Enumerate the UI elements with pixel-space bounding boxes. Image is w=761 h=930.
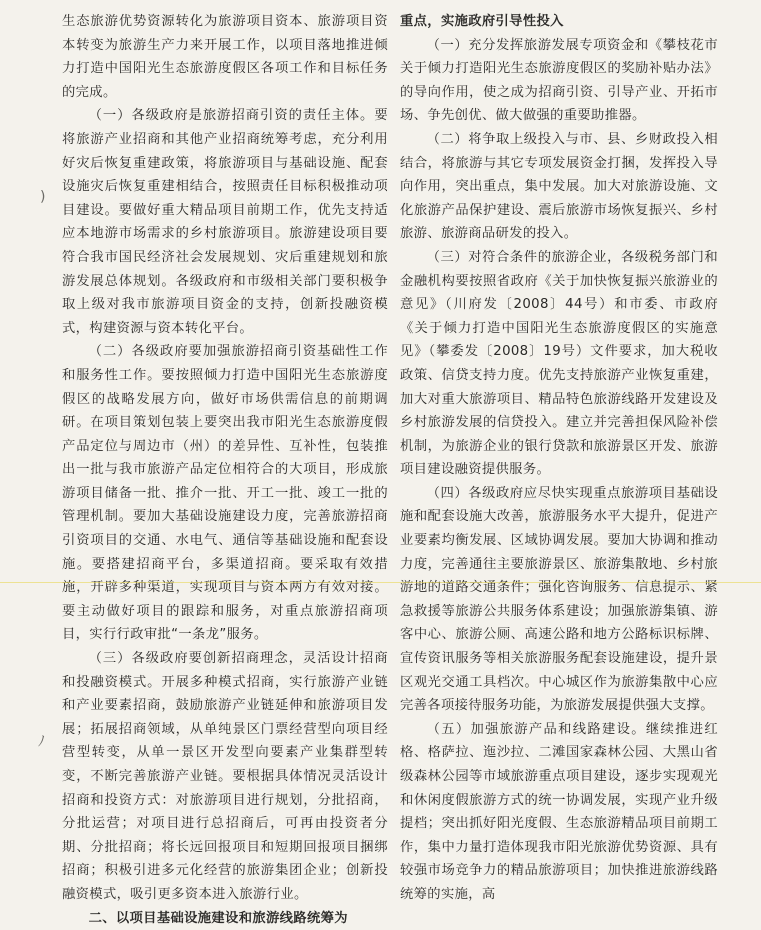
- margin-pen-mark: ): [40, 189, 46, 205]
- paragraph-intro-continued: 生态旅游优势资源转化为旅游项目资本、旅游项目资本转变为旅游生产力来开展工作，以项目落地推进倾力打造中国阳光生态旅游度假区各项工作和目标任务的完成。: [62, 14, 388, 100]
- right-column: [400, 10, 718, 907]
- paragraph-item-3: （三）各级政府要创新招商理念，灵活设计招商和投融资模式。开展多种模式招商，实行旅游产业链和产业要素招商，鼓励旅游产业链延伸和旅游项目发展；拓展招商领域，从单纯景区门票经营型向项目经营型转变，从单一景区开发型向要素产业集群型转变，不断完善旅游产业链。要根据具体情况灵活设计招商和投资方式：对旅游项目进行规划，分批招商，分批运营；对项目进行总招商后，可再由投资者分期、分批招商；将长远回报项目和短期回报项目捆绑招商；积极引进多元化经营的旅游集团企业；创新投融资模式，吸引更多资本进入旅游行业。: [62, 651, 388, 902]
- paragraph-item-5: （五）加强旅游产品和线路建设。继续推进红格、格萨拉、迤沙拉、二滩国家森林公园、大黑山省级森林公园等市域旅游重点项目建设，逐步实现观光和休闲度假旅游方式的统一协调发展，实现产业升级提档；突出抓好阳光度假、生态旅游精品项目前期工作，集中力量打造体现我市阳光旅游优势资源、具有较强市场竞争力的精品旅游项目；加快推进旅游线路统筹的实施，高: [400, 721, 718, 902]
- margin-pen-mark: ﾉ: [38, 734, 45, 750]
- paragraph-item-4: （四）各级政府应尽快实现重点旅游项目基础设施和配套设施大改善，旅游服务水平大提升，促进产业要素均衡发展、区域协调发展。要加大协调和推动力度，完善通往主要旅游景区、旅游集散地、乡村旅游地的道路交通条件；强化咨询服务、信息提示、紧急救援等旅游公共服务体系建设；加强旅游集镇、游客中心、旅游公厕、高速公路和地方公路标识标牌、宣传资讯服务等相关旅游服务配套设施建设，提升景区观光交通工具档次。中心城区作为旅游集散中心应完善各项接待服务功能，为旅游发展提供强大支撑。: [400, 485, 718, 714]
- paragraph-item-1: （一）充分发挥旅游发展专项资金和《攀枝花市关于倾力打造阳光生态旅游度假区的奖励补贴办法》的导向作用，使之成为招商引资、引导产业、开拓市场、争先创优、做大做强的重要助推器。: [400, 37, 718, 124]
- left-column: [62, 10, 388, 930]
- section-heading-2-continued: 重点，实施政府引导性投入: [400, 14, 564, 29]
- highlighter-mark: [0, 582, 761, 583]
- paragraph-item-1: （一）各级政府是旅游招商引资的责任主体。要将旅游产业招商和其他产业招商统筹考虑，充分利用好灾后恢复重建政策，将旅游项目与基础设施、配套设施灾后恢复重建相结合，按照责任目标积极推动项目建设。要做好重大精品项目前期工作，优先支持适应本地游市场需求的乡村旅游项目。旅游建设项目要符合我市国民经济社会发展规划、灾后重建规划和旅游发展总体规划。各级政府和市级相关部门要积极争取上级对我市旅游项目资金的支持，创新投融资模式，构建资源与资本转化平台。: [62, 108, 388, 336]
- paragraph-item-3: （三）对符合条件的旅游企业，各级税务部门和金融机构要按照省政府《关于加快恢复振兴旅游业的意见》（川府发〔2008〕44号）和市委、市政府《关于倾力打造中国阳光生态旅游度假区的实施意见》（攀委发〔2008〕19号）文件要求，加大税收政策、信贷支持力度。优先支持旅游产业恢复重建，加大对重大旅游项目、精品特色旅游线路开发建设及乡村旅游发展的信贷投入。建立并完善担保风险补偿机制，为旅游企业的银行贷款和旅游景区开发、旅游项目建设融资提供服务。: [400, 249, 718, 478]
- paragraph-item-2: （二）各级政府要加强旅游招商引资基础性工作和服务性工作。要按照倾力打造中国阳光生态旅游度假区的战略发展方向，做好市场供需信息的前期调研。在项目策划包装上要突出我市阳光生态旅游度假产品定位与周边市（州）的差异性、互补性，包装推出一批与我市旅游产品定位相符合的大项目，形成旅游项目储备一批、推介一批、开工一批、竣工一批的管理机制。要加大基础设施建设力度，完善旅游招商引资项目的交通、水电气、通信等基础设施和配套设施。要搭建招商平台，多渠道招商。要采取有效措施，开辟多种渠道，实现项目与资本两方有效对接。要主动做好项目的跟踪和服务，对重点旅游招商项目，实行行政审批“一条龙”服务。: [62, 344, 388, 643]
- paragraph-item-2: （二）将争取上级投入与市、县、乡财政投入相结合，将旅游与其它专项发展资金打捆，发挥投入导向作用，突出重点，集中发展。加大对旅游设施、文化旅游产品保护建设、震后旅游市场恢复振兴、乡村旅游、旅游商品研发的投入。: [400, 131, 718, 242]
- section-heading-2: 二、以项目基础设施建设和旅游线路统筹为: [88, 910, 348, 926]
